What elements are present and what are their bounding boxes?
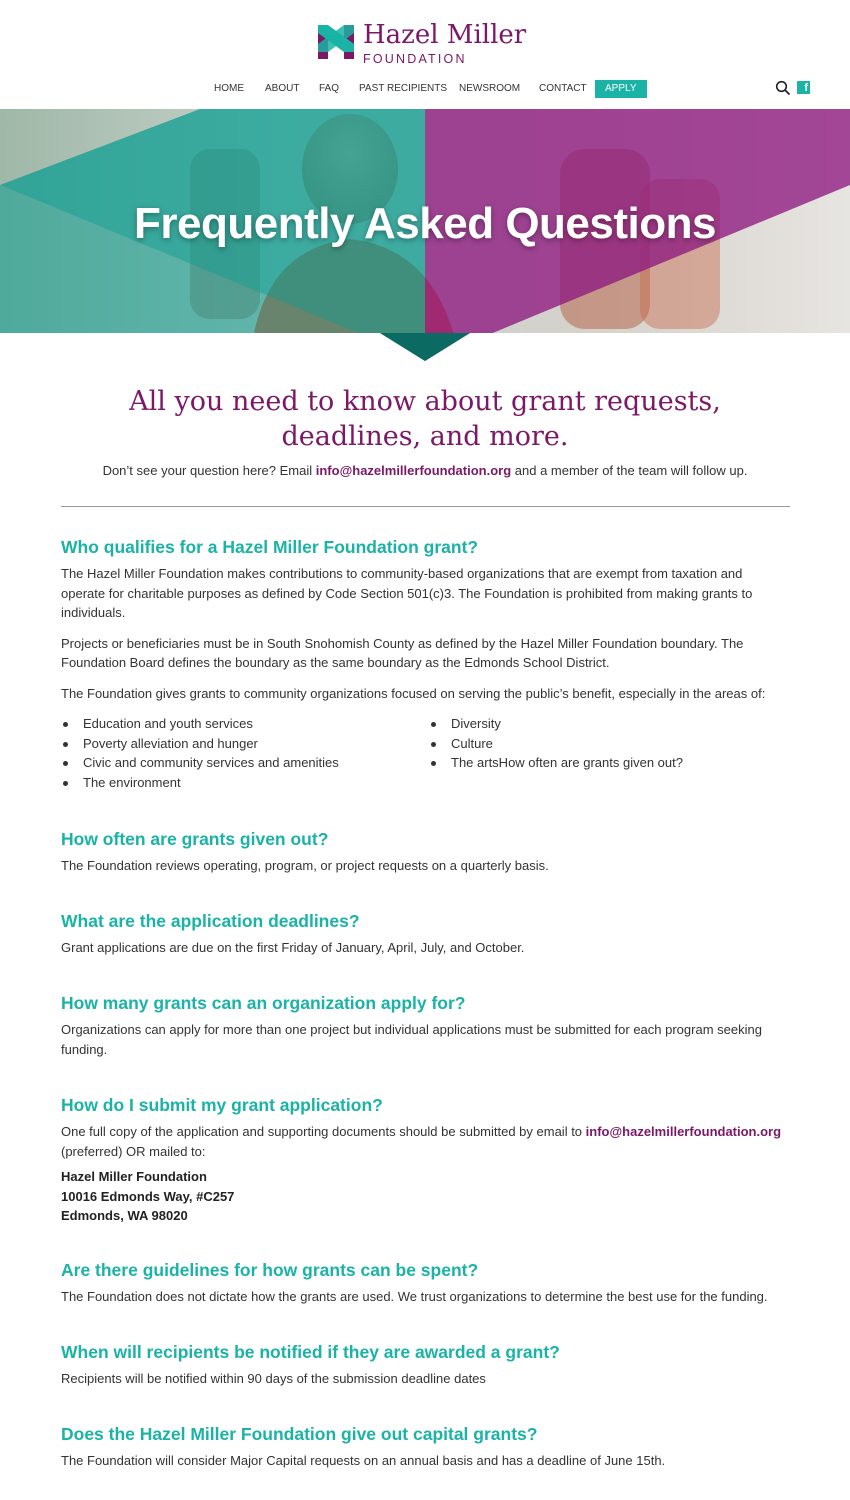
list-item: Culture: [429, 734, 683, 754]
faq-item-deadlines: [61, 910, 790, 969]
faq-item-notification: [61, 1341, 790, 1400]
intro-email-link[interactable]: info@hazelmillerfoundation.org: [315, 463, 512, 478]
nav-contact[interactable]: CONTACT: [539, 83, 587, 94]
faq-item-qualifies: [61, 536, 790, 794]
faq-answer: The Foundation reviews operating, program, or project requests on a quarterly basis.: [61, 858, 549, 873]
faq-question: How do I submit my grant application?: [61, 1095, 383, 1115]
faq-answer: Projects or beneficiaries must be in South Snohomish County as defined by the Hazel Miller Foundation boundary. The Foundation Board defines the boundary as the same boundary as the Edmonds School District.: [61, 635, 744, 670]
nav-past-recipients[interactable]: PAST RECIPIENTS: [359, 83, 447, 94]
address-line: 10016 Edmonds Way, #C257: [61, 1188, 235, 1204]
faq-question: What are the application deadlines?: [61, 911, 360, 931]
faq-question: Are there guidelines for how grants can be spent?: [61, 1260, 479, 1280]
address-line: Edmonds, WA 98020: [61, 1208, 188, 1223]
list-item: Poverty alleviation and hunger: [61, 734, 339, 754]
faq-question: How often are grants given out?: [61, 829, 329, 849]
intro-text-before: Don’t see your question here? Email: [102, 463, 316, 478]
focus-areas-right: [429, 714, 683, 773]
faq-answer: Grant applications are due on the first Friday of January, April, July, and October.: [61, 940, 525, 955]
faq-question: Who qualifies for a Hazel Miller Foundation grant?: [61, 537, 479, 557]
main-nav: [0, 80, 850, 100]
faq-answer: The Foundation does not dictate how the grants are used. We trust organizations to determine the best use for the funding.: [61, 1289, 768, 1304]
logo-name: Hazel Miller: [363, 20, 527, 50]
faq-answer: [61, 1122, 790, 1161]
faq-item-submit: [61, 1094, 790, 1226]
faq-question: Does the Hazel Miller Foundation give out capital grants?: [61, 1424, 538, 1444]
hero-banner: [0, 109, 850, 361]
address-line: Hazel Miller Foundation: [61, 1169, 207, 1184]
nav-newsroom[interactable]: NEWSROOM: [459, 83, 521, 94]
faq-item-guidelines: [61, 1259, 790, 1318]
focus-areas-list: [61, 714, 790, 794]
faq-answer: The Foundation will consider Major Capital requests on an annual basis and has a deadline of June 15th.: [61, 1453, 666, 1468]
nav-apply-button[interactable]: APPLY: [595, 80, 647, 98]
focus-areas-left: [61, 714, 339, 792]
faq-answer: The Foundation gives grants to community organizations focused on serving the public’s benefit, especially in the areas of:: [61, 685, 766, 701]
submit-email-link[interactable]: info@hazelmillerfoundation.org: [585, 1124, 782, 1139]
facebook-icon[interactable]: f: [797, 81, 810, 94]
faq-question: When will recipients be notified if they are awarded a grant?: [61, 1342, 560, 1362]
faq-item-capital-grants: [61, 1423, 790, 1482]
faq-item-frequency: [61, 828, 790, 887]
list-item: Education and youth services: [61, 714, 339, 734]
nav-faq[interactable]: FAQ: [319, 83, 340, 94]
site-header: [0, 0, 850, 110]
logo-text: [363, 22, 526, 66]
faq-answer: The Hazel Miller Foundation makes contributions to community-based organizations that are exempt from taxation and operate for charitable purposes as defined by Code Section 501(c)3. The Foundation is prohibited from making grants to individuals.: [61, 566, 753, 620]
search-icon[interactable]: [775, 80, 791, 96]
list-item: The environment: [61, 773, 339, 793]
logo-mark-icon: [318, 22, 354, 62]
intro-heading: All you need to know about grant requests, deadlines, and more.: [129, 386, 721, 452]
list-item: Diversity: [429, 714, 683, 734]
divider: [61, 506, 790, 507]
hero-title: Frequently Asked Questions: [134, 199, 716, 248]
submit-text-after: (preferred) OR mailed to:: [61, 1143, 206, 1159]
list-item: The artsHow often are grants given out?: [429, 753, 683, 773]
faq-question: How many grants can an organization apply for?: [61, 993, 466, 1013]
nav-home[interactable]: HOME: [214, 83, 244, 94]
mailing-address: [61, 1167, 790, 1226]
faq-answer: Organizations can apply for more than one project but individual applications must be submitted for each program seeking funding.: [61, 1022, 762, 1057]
logo-subtitle: FOUNDATION: [363, 52, 467, 66]
intro-text: [0, 463, 850, 478]
faq-item-grant-count: [61, 992, 790, 1070]
nav-about[interactable]: ABOUT: [265, 83, 300, 94]
logo[interactable]: [318, 22, 526, 66]
list-item: Civic and community services and amenities: [61, 753, 339, 773]
faq-answer: Recipients will be notified within 90 days of the submission deadline dates: [61, 1371, 486, 1386]
intro-text-after: and a member of the team will follow up.: [511, 463, 748, 478]
submit-text-before: One full copy of the application and supporting documents should be submitted by email to: [61, 1124, 586, 1139]
